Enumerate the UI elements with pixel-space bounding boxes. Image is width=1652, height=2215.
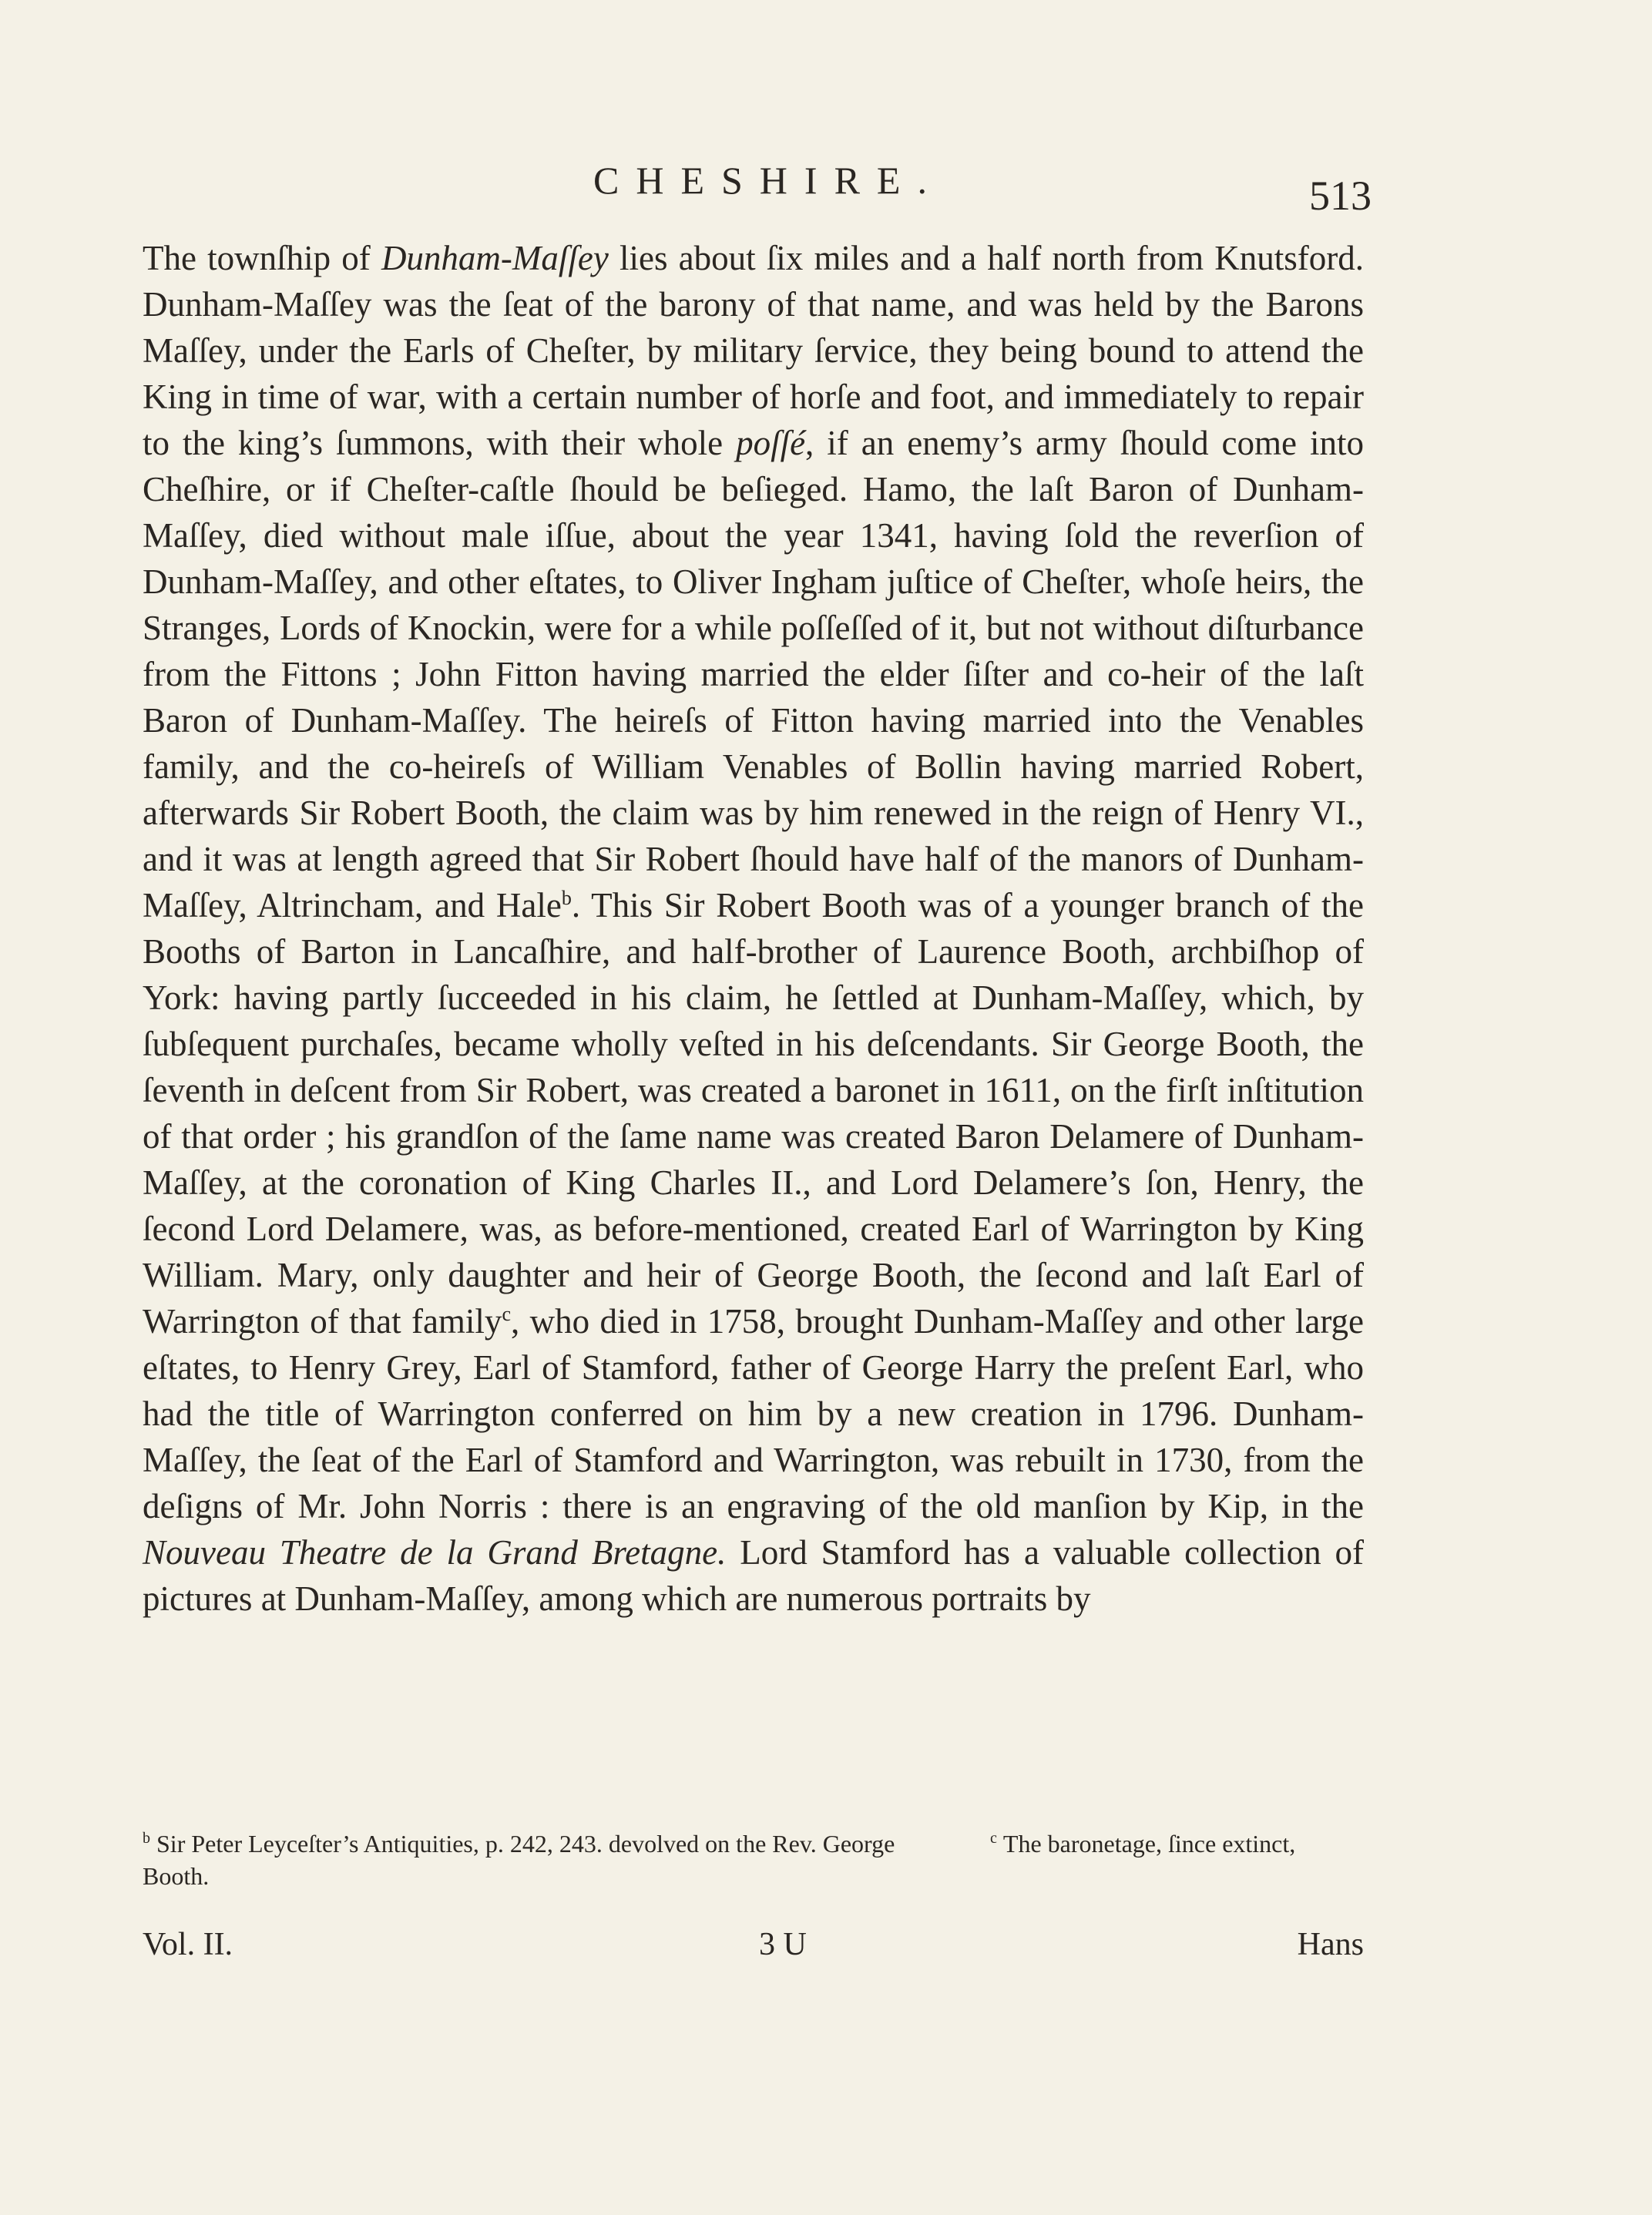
running-head: CHESHIRE. bbox=[593, 159, 944, 202]
italic-term: poſſé bbox=[736, 424, 806, 462]
footnote-mark: b bbox=[143, 1830, 150, 1848]
catchword: Hans bbox=[1297, 1927, 1364, 1962]
footnote-text: Sir Peter Leyceſter’s Antiquities, p. 242, 243. devolved on the Rev. George Booth. bbox=[143, 1830, 895, 1890]
text-segment: The townſhip of bbox=[143, 239, 381, 277]
italic-work-title: Nouveau Theatre de la Grand Bretagne. bbox=[143, 1533, 727, 1572]
footnote-text: The baronetage, ſince extinct, bbox=[1002, 1830, 1296, 1858]
footnote-reference-c[interactable]: c bbox=[502, 1303, 511, 1325]
italic-place-name: Dunham-Maſſey bbox=[381, 239, 609, 277]
signature-mark: 3 U bbox=[759, 1927, 807, 1962]
text-segment: . This Sir Robert Booth was of a younger branch of the Booths of Barton in Lancaſhire, and half-brother of Laurence Booth, archbiſhop of York: having partly ſucceeded in his claim, he ſettled at Dunham-Maſſey, which, by ſubſequent purchaſes, became wholly veſted in his deſcendants. Sir George Booth, the ſeventh in deſcent from Sir Robert, was created a baronet in 1611, on the firſt inſtitution of that order ; his grandſon of the ſame name was created Baron Delamere of Dunham-Maſſey, at the coronation of King Charles II., and Lord Delamere’s ſon, Henry, the ſecond Lord Delamere, was, as before-mentioned, created Earl of Warrington by King William. Mary, only daughter and heir of George Booth, the ſecond and laſt Earl of Warrington of that family bbox=[143, 886, 1364, 1341]
body-paragraph bbox=[143, 235, 1364, 1622]
page-header bbox=[139, 158, 1387, 220]
text-segment: , if an enemy’s army ſhould come into Cheſhire, or if Cheſter-caſtle ſhould be beſieged. Hamo, the laſt Baron of Dunham-Maſſey, died without male iſſue, about the year 1341, having ſold the reverſion of Dunham-Maſſey, and other eſtates, to Oliver Ingham juſtice of Cheſter, whoſe heirs, the Stranges, Lords of Knockin, were for a while poſſeſſed of it, but not without diſturbance from the Fittons ; John Fitton having married the elder ſiſter and co-heir of the laſt Baron of Dunham-Maſſey. The heireſs of Fitton having married into the Venables family, and the co-heireſs of William Venables of Bollin having married Robert, afterwards Sir Robert Booth, the claim was by him renewed in the reign of Henry VI., and it was at length agreed that Sir Robert ſhould have half of the manors of Dunham-Maſſey, Altrincham, and Hale bbox=[143, 424, 1364, 925]
page-number: 513 bbox=[1309, 173, 1372, 219]
volume-label: Vol. II. bbox=[143, 1927, 233, 1962]
text-segment: lies about ſix miles and a half north from Knutsford. Dunham-Maſſey was the ſeat of the barony of that name, and was held by the Barons Maſſey, under the Earls of Cheſter, by military ſervice, they being bound to attend the King in time of war, with a certain number of horſe and foot, and immediately to repair to the king’s ſummons, with their whole bbox=[143, 239, 1364, 462]
text-segment: Lord Stamford has a valuable collection of pictures at Dunham-Maſſey, among which are numerous portraits by bbox=[143, 1533, 1364, 1618]
footnote-c bbox=[990, 1827, 1375, 1860]
footnote-b bbox=[143, 1827, 913, 1892]
page-footer bbox=[143, 1926, 1364, 1972]
footnote-reference-b[interactable]: b bbox=[561, 887, 572, 909]
footnote-mark: c bbox=[990, 1830, 997, 1848]
text-segment: , who died in 1758, brought Dunham-Maſſey and other large eſtates, to Henry Grey, Earl of Stamford, father of George Harry the preſent Earl, who had the title of Warrington conferred on him by a new creation in 1796. Dunham-Maſſey, the ſeat of the Earl of Stamford and Warrington, was rebuilt in 1730, from the deſigns of Mr. John Norris : there is an engraving of the old manſion by Kip, in the bbox=[143, 1302, 1364, 1525]
